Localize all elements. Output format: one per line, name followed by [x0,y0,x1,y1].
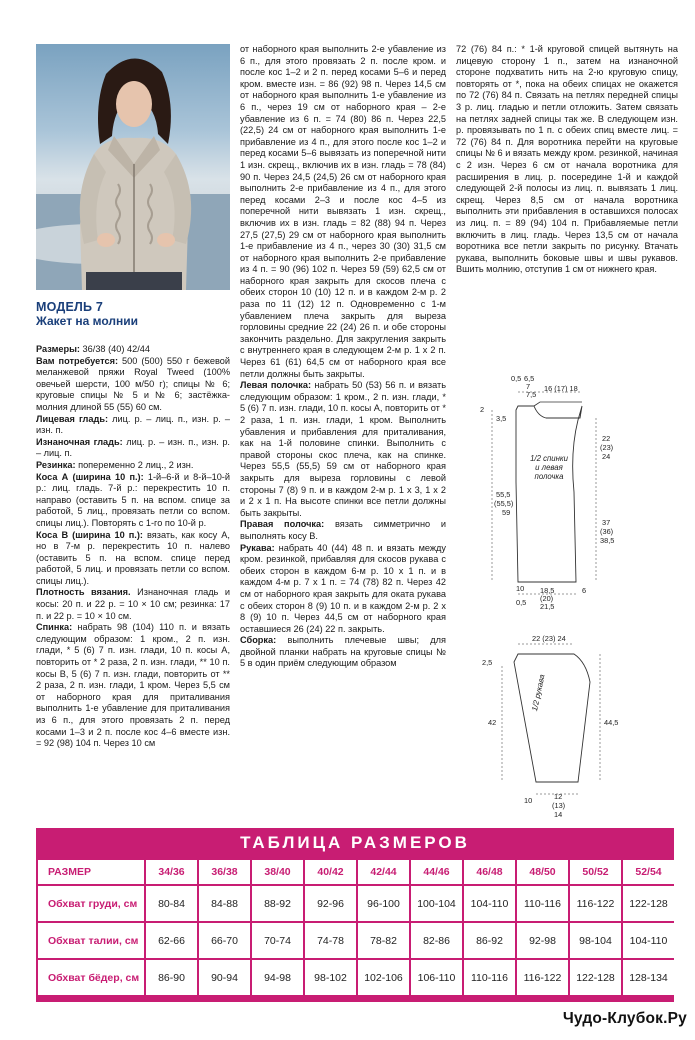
paragraph: Изнаночная гладь: лиц. р. – изн. п., изн. р. – лиц. п. [36,436,230,459]
model-name: Жакет на молнии [36,314,139,328]
table-cell: 74-78 [305,923,356,958]
paragraph: Правая полочка: вязать симметрично и выполнять косу В. [240,519,446,541]
dimension-label: (20) [540,594,554,603]
paragraph: Спинка: набрать 98 (104) 110 п. и вязать следующим образом: 1 кром., 2 п. изн. глади, * 5 (6) 7 п. изн. глади, 10 п. косы А, повторить от * 2 раза, 2 п. изн. глади, ** 10 п. косы В, 5 (6) 7 п. изн. глади, повторить от ** 2 раза, 2 п. изн. глади, 1 кром. Через 5,5 см от наборного края для приталивания выполнить 1-е убавление для приталивания из 6 п., для этого провязать 2 п. перед косами 1–3 и 2 п. после кос 4–6 вместе изн. = 92 (98) 104 п. Через 10 см [36,622,230,749]
size-column-header: 34/36 [146,860,197,884]
instructions-column-2 [240,44,446,670]
dimension-label: 44,5 [604,718,619,727]
table-cell: 110-116 [464,960,515,995]
dimension-label: 10 [516,584,525,593]
model-heading [36,300,230,328]
dimension-label: 55,5 [496,490,511,499]
dimension-label: (13) [552,801,566,810]
table-cell: 86-92 [464,923,515,958]
size-column-header: 46/48 [464,860,515,884]
paragraph: Лицевая гладь: лиц. р. – лиц. п., изн. р. – изн. п. [36,413,230,436]
table-cell: 70-74 [252,923,303,958]
size-header-label: РАЗМЕР [38,860,144,884]
dimension-label: 6,5 [524,374,535,383]
paragraph: 72 (76) 84 п.: * 1-й круговой спицей вытянуть на лицевую сторону 1 п., затем на изнаночной стороне подхватить нить на 2-ю круговую спицу, повторять от *, пока на обеих спицах не окажется по 72 (76) 84 п. Связать на петлях передней спицы 3 р. лиц. гладью и петли отложить. Затем связать на петлях задней спицы так же. В следующем изн. р. провязывать по 1 п. с обеих спиц вместе лиц. = 72 (76) 84 п. Для воротника перейти на круговые спицы № 6 и вязать между кром. резинкой, начиная с 2 изн. Через 6 см от начала воротника для расширения в лиц. р. посередине 1-й и каждой следующей 2-й полосы из лиц. п. вывязать 1 лиц. скрещ. Через 8,5 см от начала воротника выполнить эти прибавления в оставшихся полосах из лиц. п. = 89 (94) 104 п. Прибавляемые петли включить в лиц. гладь. Через 13,5 см от начала воротника все петли закрыть по рисунку. Втачать рукава, выполнить боковые швы и швы рукавов. Вшить молнию, отступив 1 см от нижнего края. [456,44,678,275]
back-front-pattern-diagram [478,372,678,612]
table-cell: 110-116 [517,886,568,921]
paragraph: Левая полочка: набрать 50 (53) 56 п. и вязать следующим образом: 1 кром., 2 п. изн. глади, * 5 (6) 7 п. изн. глади, 10 п. косы А, повторить от * 2 раза, 1 п. изн. глади, 1 кром. Выполнить убавления и прибавления для приталивания, как на 1-й половине спинки. Выполнить с правой стороны скос плеча, как на спинке. Через 55,5 (55,5) 59 см от наборного края закрыть для выреза горловины с левой стороны 7 (8) 9 п. и в каждом 2-м р. 1 х 3, 1 х 2 и 2 х 1 п. На высоте спинки все петли должны быть закрыты. [240,380,447,518]
table-cell: 80-84 [146,886,197,921]
size-column-header: 50/52 [570,860,621,884]
model-number: МОДЕЛЬ 7 [36,300,103,314]
table-cell: 62-66 [146,923,197,958]
table-cell: 100-104 [411,886,462,921]
dimension-label: 2 [480,405,485,414]
size-column-header: 36/38 [199,860,250,884]
paragraph: Размеры: 36/38 (40) 42/44 [36,344,150,354]
dimension-label: 0,5 [511,374,522,383]
dimension-label: 38,5 [600,536,615,545]
model-photo-illustration [36,44,230,290]
size-table-grid [36,858,674,1002]
instructions-column-1 [36,344,230,750]
table-cell: 96-100 [358,886,409,921]
size-column-header: 44/46 [411,860,462,884]
size-column-header: 52/54 [623,860,674,884]
dimension-label: 24 [602,452,611,461]
instructions-column-3 [456,44,678,276]
paragraph: Плотность вязания. Изнаночная гладь и косы: 20 п. и 22 р. = 10 × 10 см; резинка: 17 п. и 22 р. = 10 × 10 см. [36,587,231,621]
paragraph: Коса В (ширина 10 п.): вязать, как косу А, но в 7-м р. перекрестить 10 п. налево (оставить 5 п. на вспом. спице перед работой, 5 лиц. и провязать петли со вспом. спицы лиц.). [36,529,230,586]
paragraph: Рукава: набрать 40 (44) 48 п. и вязать между кром. резинкой, прибавляя для скосов рукава с обеих сторон в каждом 6-м р. 10 х 1 п. и в каждом 4-м р. 7 х 1 п. = 74 (78) 82 п. Через 42 см от наборного края закрыть для оката рукава с обеих сторон 8 (9) 10 п. и в каждом 2-м р. 2 х 8 (9) 10 п. Через 44,5 см от наборного края оставшиеся 26 (24) 22 п. закрыть. [240,542,446,634]
table-cell: 104-110 [623,923,674,958]
table-cell: 86-90 [146,960,197,995]
table-cell: 122-128 [623,886,674,921]
dimension-label: 22 (23) 24 [532,634,566,643]
table-cell: 84-88 [199,886,250,921]
dimension-label: (23) [600,443,614,452]
table-cell: 94-98 [252,960,303,995]
dimension-label: 6 [582,586,587,595]
size-column-header: 42/44 [358,860,409,884]
dimension-label: 22 [602,434,611,443]
measurement-label: Обхват талии, см [38,923,144,958]
table-cell: 82-86 [411,923,462,958]
table-cell: 78-82 [358,923,409,958]
site-watermark: Чудо-Клубок.Ру [562,1010,687,1027]
table-cell: 102-106 [358,960,409,995]
dimension-label: 2,5 [482,658,493,667]
measurement-label: Обхват бёдер, см [38,960,144,995]
paragraph: от наборного края выполнить 2-е убавление из 6 п., для этого провязать 2 п. после кром. и после кос 1–2 и 2 п. перед косами 5–6 и перед кром. вместе изн. = 86 (92) 98 п. Через 14,5 см от наборного края выполнить 1-е убавление из 6 п., через 19 см от наборного края – 2-е убавление из 6 п. = 74 (80) 86 п. Через 22,5 (22,5) 24 см от наборного края выполнить 1-е прибавление из 4 п., для этого после кос 1–2 и перед косами 5–6 вывязать из поперечной нити 1 изн. скрещ., включив их в изн. гладь = 78 (84) 90 п. Через 24,5 (24,5) 26 см от наборного края выполнить 2-е прибавление из 4 п., для этого перед косами 2–3 и после кос 4–5 из поперечной нити вывязать 1 изн. скрещ., включив их в изн. гладь = 82 (88) 94 п. Через 27,5 (27,5) 29 см от наборного края выполнить 1-е прибавление из 4 п., через 30 (30) 31,5 см от наборного края выполнить 2-е прибавление из 4 п. = 90 (96) 102 п. Через 59 (59) 62,5 см от наборного края закрыть для скосов плеча с обеих сторон 10 (10) 12 п. и в каждом 2-м р. 2 раза по 11 (12) 12 п. Одновременно с 1-м убавлением плеча закрыть для выреза горловины средние 22 (24) 26 п. и обе стороны закончить раздельно. Для закругления закрыть с внутреннего края в следующем 2-м р. 1 х 2 п. Через 61 (61) 64,5 см от наборного края все петли должны быть закрыты. [240,44,446,379]
paragraph: Коса А (ширина 10 п.): 1-й–6-й и 8-й–10-й р.: лиц. гладь. 7-й р.: перекрестить 10 п. направо (оставить 5 п. на вспом. спице за работой, 5 лиц., провязать петли со вспом. спицы лиц.). Повторять с 1-го по 10-й р. [36,471,230,528]
paragraph: Вам потребуется: 500 (500) 550 г бежевой меланжевой пряжи Royal Tweed (100% овечьей шерсти, 100 м/50 г); спицы № 6; круговые спицы № 5 и № 6; застёжка-молния длиной 55 (55) 60 см. [36,355,230,412]
sleeve-pattern-shape [478,632,678,822]
dimension-label: 14 [554,810,563,819]
dimension-label: (55,5) [494,499,514,508]
dimension-label: 3,5 [496,414,507,423]
dimension-label: 7,5 [526,390,537,399]
dimension-label: 12 [554,792,563,801]
dimension-label: 10 [524,796,533,805]
size-table-title: ТАБЛИЦА РАЗМЕРОВ [36,828,674,858]
table-cell: 122-128 [570,960,621,995]
table-cell: 88-92 [252,886,303,921]
dimension-label: 59 [502,508,511,517]
size-column-header: 40/42 [305,860,356,884]
dimension-label: 7 [526,382,531,391]
table-cell: 92-96 [305,886,356,921]
dimension-label: 21,5 [540,602,555,611]
dimension-label: 0,5 [516,598,527,607]
table-cell: 106-110 [411,960,462,995]
diagram-caption: 1/2 спинки и левая полочка [530,454,568,481]
table-cell: 104-110 [464,886,515,921]
dimension-label: 16 (17) 18 [544,384,578,393]
paragraph: Сборка: выполнить плечевые швы; для двойной планки набрать на круговые спицы № 5 в один приём следующим образом [240,635,446,669]
paragraph: Резинка: попеременно 2 лиц., 2 изн. [36,459,194,470]
table-cell: 90-94 [199,960,250,995]
table-cell: 92-98 [517,923,568,958]
model-photo [36,44,230,290]
dimension-label: 42 [488,718,497,727]
size-column-header: 38/40 [252,860,303,884]
measurement-label: Обхват груди, см [38,886,144,921]
table-cell: 98-102 [305,960,356,995]
dimension-label: (36) [600,527,614,536]
table-cell: 128-134 [623,960,674,995]
table-cell: 98-104 [570,923,621,958]
table-cell: 116-122 [517,960,568,995]
size-table [36,828,674,1002]
dimension-label: 37 [602,518,611,527]
diagram-caption: 1/2 рукава [530,673,547,712]
dimension-label: 18,5 [540,586,555,595]
table-cell: 116-122 [570,886,621,921]
table-cell: 66-70 [199,923,250,958]
sleeve-pattern-diagram [478,632,678,822]
size-column-header: 48/50 [517,860,568,884]
